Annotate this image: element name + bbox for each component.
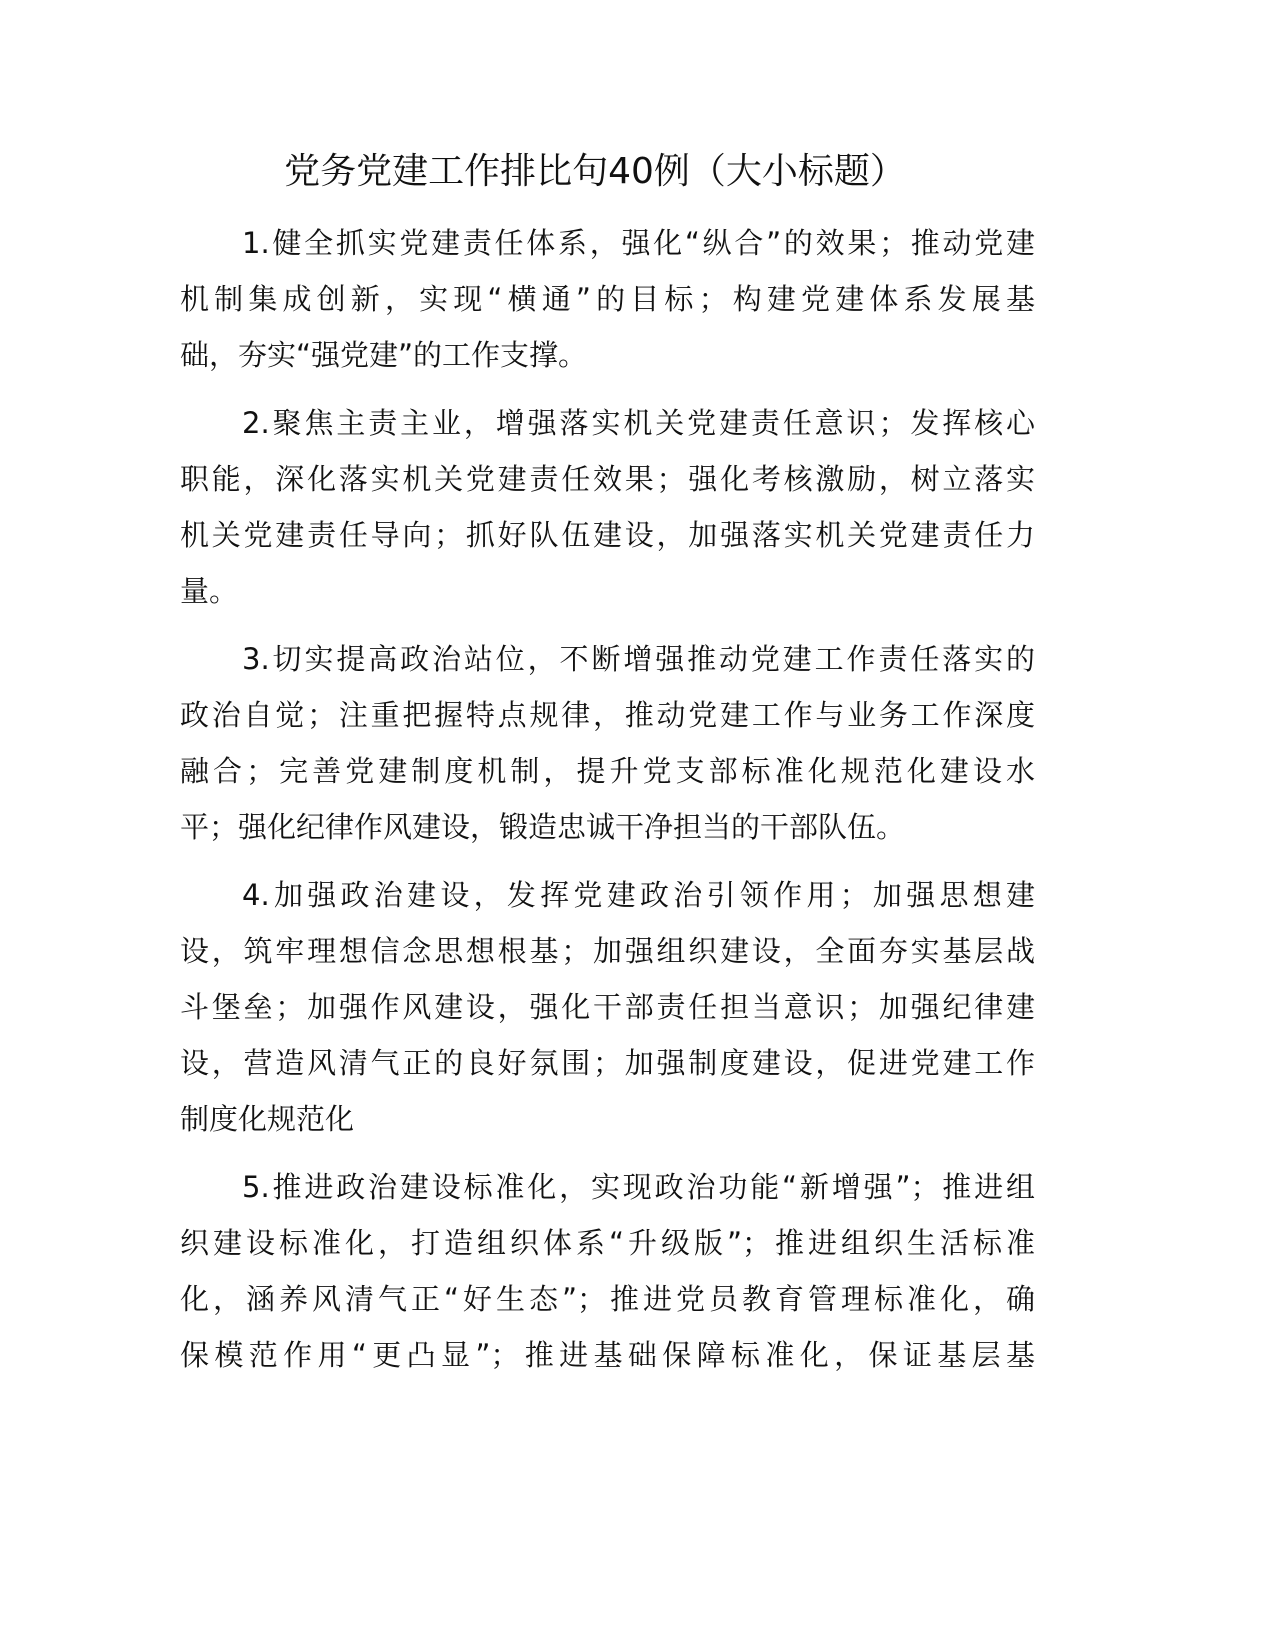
paragraph-line: 斗堡垒；加强作风建设，强化干部责任担当意识；加强纪律建 xyxy=(180,990,1035,1024)
paragraph-line: 职能，深化落实机关党建责任效果；强化考核激励，树立落实 xyxy=(180,462,1035,496)
paragraph-line: 设，筑牢理想信念思想根基；加强组织建设，全面夯实基层战 xyxy=(180,934,1035,968)
paragraph-line: 化，涵养风清气正“好生态”；推进党员教育管理标准化，确 xyxy=(180,1282,1035,1316)
paragraph-line: 2.聚焦主责主业，增强落实机关党建责任意识；发挥核心 xyxy=(242,406,1035,440)
paragraph-line: 政治自觉；注重把握特点规律，推动党建工作与业务工作深度 xyxy=(180,698,1035,732)
document-title: 党务党建工作排比句40例（大小标题） xyxy=(284,151,906,192)
paragraph xyxy=(180,631,1035,855)
paragraph-line: 平；强化纪律作风建设，锻造忠诚干净担当的干部队伍。 xyxy=(180,810,906,844)
paragraph xyxy=(180,1159,1035,1383)
paragraph-line: 制度化规范化 xyxy=(180,1102,355,1136)
paragraph-line: 机制集成创新，实现“横通”的目标；构建党建体系发展基 xyxy=(180,282,1035,316)
paragraph-line: 5.推进政治建设标准化，实现政治功能“新增强”；推进组 xyxy=(242,1170,1035,1204)
paragraph-line: 4.加强政治建设，发挥党建政治引领作用；加强思想建 xyxy=(242,878,1035,912)
document-body xyxy=(180,215,1035,1395)
paragraph xyxy=(180,215,1035,383)
paragraph-line: 保模范作用“更凸显”；推进基础保障标准化，保证基层基 xyxy=(180,1338,1035,1372)
paragraph-line: 3.切实提高政治站位，不断增强推动党建工作责任落实的 xyxy=(242,642,1035,676)
paragraph xyxy=(180,867,1035,1147)
paragraph-line: 1.健全抓实党建责任体系，强化“纵合”的效果；推动党建 xyxy=(242,226,1035,260)
paragraph-line: 融合；完善党建制度机制，提升党支部标准化规范化建设水 xyxy=(180,754,1035,788)
paragraph-line: 量。 xyxy=(180,574,239,608)
paragraph-line: 机关党建责任导向；抓好队伍建设，加强落实机关党建责任力 xyxy=(180,518,1035,552)
paragraph-line: 织建设标准化，打造组织体系“升级版”；推进组织生活标准 xyxy=(180,1226,1035,1260)
paragraph-line: 设，营造风清气正的良好氛围；加强制度建设，促进党建工作 xyxy=(180,1046,1035,1080)
paragraph xyxy=(180,395,1035,619)
paragraph-line: 础，夯实“强党建”的工作支撑。 xyxy=(180,338,588,372)
